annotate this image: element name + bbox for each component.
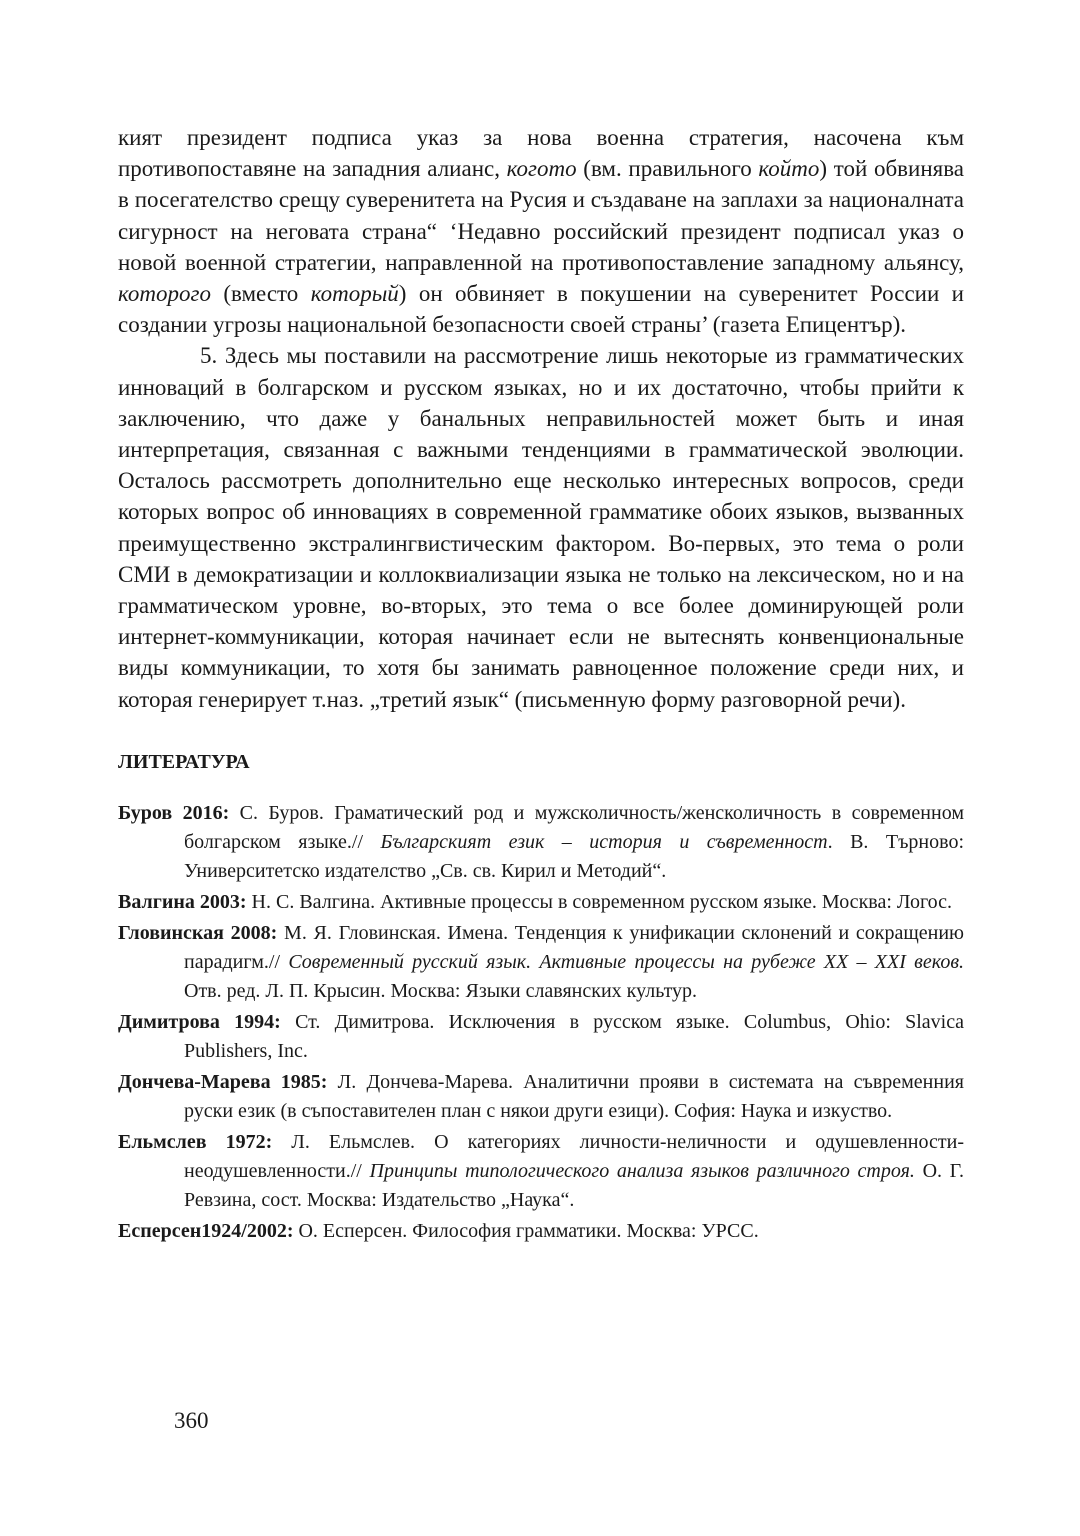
paragraph-continued xyxy=(118,122,964,340)
entry-text: . В. Търново: Университетско издателство „Св. св. Кирил и Методий“. xyxy=(184,830,965,882)
entry-author: Есперсен1924/2002: xyxy=(118,1219,294,1242)
bibliography-entry xyxy=(118,1068,964,1126)
entry-text: М. Я. Гловинская. Имена. Тенденция к унификации склонений и сокращению парадигм.// xyxy=(184,921,964,973)
paragraph-text: (вм. правильного xyxy=(576,156,759,182)
entry-title-italic: Принципы типологического анализа языков различного строя. xyxy=(369,1159,915,1182)
entry-author: Буров 2016: xyxy=(118,801,230,824)
paragraph-text: ) той обвинява в посегателство срещу суверенитета на Русия и създаване на заплахи за националната сигурност на неговата страна“ ‘Недавно российский президент подписал указ о новой военной стратегии, направленной на противопоставление западному альянсу, xyxy=(118,156,964,275)
entry-text: Л. Ельмслев. О категориях личности-неличности и одушевленности-неодушевленности.// xyxy=(184,1130,964,1182)
page-body xyxy=(118,122,964,1248)
entry-author: Дончева-Марева 1985: xyxy=(118,1070,328,1093)
entry-text: С. Буров. Граматический род и мужсколичность/женсколичность в современном болгарском языке.// xyxy=(184,801,964,853)
paragraph-text: ) он обвиняет в покушении на суверенитет России и создании угрозы национальной безопасности своей страны’ (газета Епицентър). xyxy=(118,281,964,338)
entry-text: Отв. ред. Л. П. Крысин. Москва: Языки славянских культур. xyxy=(184,979,698,1002)
entry-title-italic: Современный русский язык. Активные процессы на рубеже XX – XXI веков. xyxy=(288,950,964,973)
italic-example: которого xyxy=(118,281,211,307)
entry-text: Н. С. Валгина. Активные процессы в современном русском языке. Москва: Логос. xyxy=(246,890,953,913)
bibliography-list xyxy=(118,799,964,1246)
italic-example: который xyxy=(310,281,399,307)
paragraph-text: (вместо xyxy=(210,281,311,307)
bibliography-entry xyxy=(118,1128,964,1215)
entry-author: Валгина 2003: xyxy=(118,890,247,913)
bibliography-entry xyxy=(118,799,964,886)
bibliography-entry xyxy=(118,1217,964,1246)
bibliography-entry xyxy=(118,888,964,917)
page-number: 360 xyxy=(174,1408,209,1433)
entry-author: Димитрова 1994: xyxy=(118,1010,281,1033)
bibliography-entry xyxy=(118,919,964,1006)
bibliography-entry xyxy=(118,1008,964,1066)
entry-author: Ельмслев 1972: xyxy=(118,1130,273,1153)
entry-author: Гловинская 2008: xyxy=(118,921,278,944)
italic-example: когото xyxy=(506,156,577,182)
literature-heading: ЛИТЕРАТУРА xyxy=(118,750,250,773)
entry-text: Ст. Димитрова. Исключения в русском языке. Columbus, Ohio: Slavica Publishers, Inc. xyxy=(184,1010,964,1062)
entry-text: О. Г. Ревзина, сост. Москва: Издательство „Наука“. xyxy=(184,1159,964,1211)
entry-title-italic: Българският език – история и съвременност xyxy=(380,830,828,853)
paragraph-conclusion: 5. Здесь мы поставили на рассмотрение лишь некоторые из грамматических инноваций в болгарском и русском языках, но и их достаточно, чтобы прийти к заключению, что даже у банальных неправильностей может быть и иная интерпретация, связанная с важными тенденциями в грамматической эволюции. Осталось рассмотреть дополнительно еще несколько интересных вопросов, среди которых вопрос об инновациях в современной грамматике обоих языков, вызванных преимущественно экстралингвистическим фактором. Во-первых, это тема о роли СМИ в демократизации и коллоквиализации языка не только на лексическом, но и на грамматическом уровне, во-вторых, это тема о все более доминирующей роли интернет-коммуникации, которая начинает если не вытеснять конвенциональные виды коммуникации, то хотя бы занимать равноценное положение среди них, и которая генерирует т.наз. „третий язык“ (письменную форму разговорной речи). xyxy=(118,343,964,712)
italic-example: който xyxy=(758,156,820,182)
entry-text: О. Есперсен. Философия грамматики. Москва: УРСС. xyxy=(293,1219,759,1242)
entry-text: Л. Дончева-Марева. Аналитични прояви в системата на съвременния руски език (в съпоставителен план с някои други езици). София: Наука и изкуство. xyxy=(184,1070,964,1122)
paragraph-text: кият президент подписа указ за нова военна стратегия, насочена към противопоставяне на западния алианс, xyxy=(118,125,964,182)
